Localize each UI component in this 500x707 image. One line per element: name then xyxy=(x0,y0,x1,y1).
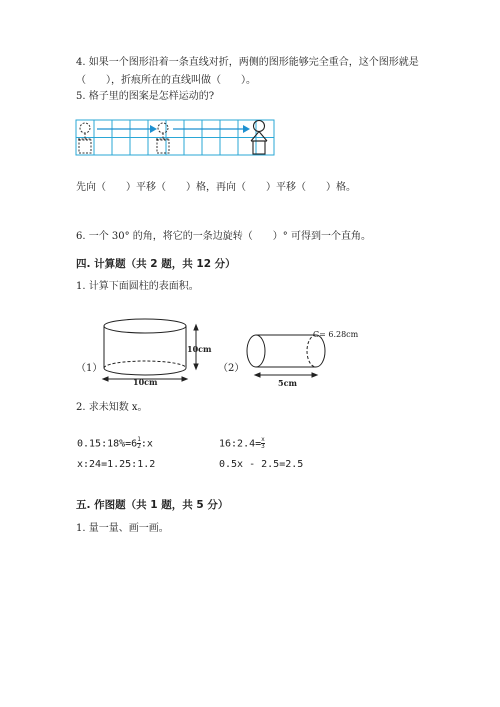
fig2-circumference: C= 6.28cm xyxy=(313,330,359,339)
eq2-prefix: 16:2.4= xyxy=(219,438,262,450)
eq2-frac-num: x xyxy=(261,436,265,443)
fig1-diameter: 10cm xyxy=(133,377,158,387)
q4-line1: 4. 如果一个图形沿着一条直线对折，两侧的图形能够完全重合，这个图形就是 xyxy=(76,57,419,68)
q6-text: 6. 一个 30° 的角，将它的一条边旋转（ ）° 可得到一个直角。 xyxy=(76,231,371,242)
eq2-fraction xyxy=(261,437,265,450)
section5-heading: 五. 作图题（共 1 题，共 5 分） xyxy=(76,499,229,511)
q5-answer: 先向（ ）平移（ ）格，再向（ ）平移（ ）格。 xyxy=(76,182,356,193)
s5-q1: 1. 量一量、画一画。 xyxy=(76,523,169,534)
equation-3: x:24=1.25:1.2 xyxy=(77,459,156,470)
eq1-frac-den: 2 xyxy=(137,443,141,450)
fig2-length: 5cm xyxy=(278,378,297,388)
s4-q2: 2. 求未知数 x。 xyxy=(76,402,148,413)
fig2-label: （2） xyxy=(218,363,245,374)
q5-title: 5. 格子里的图案是怎样运动的? xyxy=(76,91,215,102)
eq1-prefix: 0.15:18%=6 xyxy=(77,438,138,450)
section4-heading: 四. 计算题（共 2 题，共 12 分） xyxy=(76,258,236,270)
eq1-frac-num: 1 xyxy=(137,436,141,443)
s4-q1: 1. 计算下面圆柱的表面积。 xyxy=(76,281,199,292)
q5-grid-figure xyxy=(75,119,285,159)
fig1-label: （1） xyxy=(76,363,103,374)
equation-2 xyxy=(219,437,265,451)
equation-4: 0.5x - 2.5=2.5 xyxy=(219,459,304,470)
fig1-height: 10cm xyxy=(187,344,212,354)
eq1-suffix: :x xyxy=(140,438,153,450)
equation-1 xyxy=(77,437,153,451)
q4-line2: （ ），折痕所在的直线叫做（ ）。 xyxy=(76,75,256,86)
eq2-frac-den: 3 xyxy=(261,443,265,450)
